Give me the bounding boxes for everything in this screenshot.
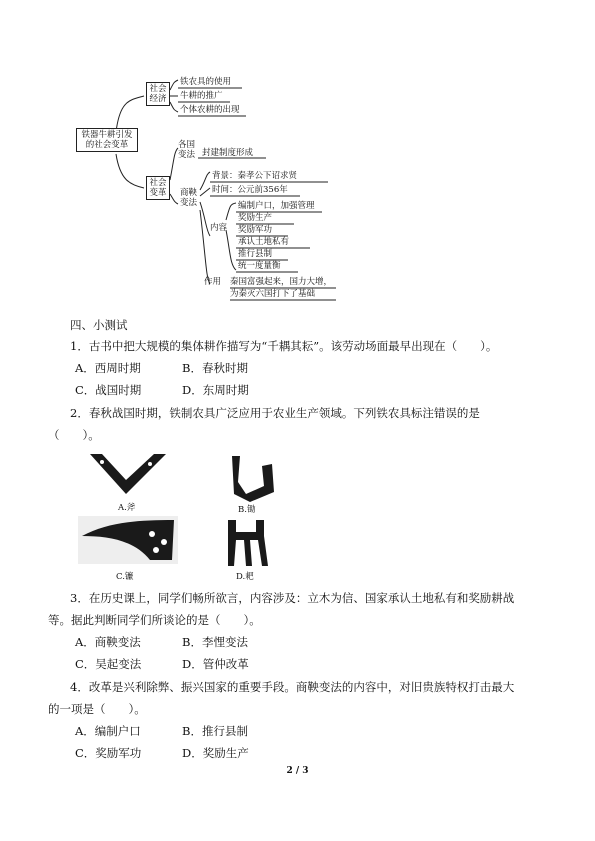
tool-axe-image bbox=[88, 450, 168, 500]
question-4-option-d: D．奖励生产 bbox=[182, 746, 249, 760]
tool-d-caption: D.耙 bbox=[236, 572, 254, 582]
econ-node: 社会经济 bbox=[146, 82, 170, 106]
question-1-option-b: B．春秋时期 bbox=[182, 361, 248, 375]
content-item: 推行县制 bbox=[238, 249, 273, 259]
states-item: 封建制度形成 bbox=[202, 148, 254, 158]
tool-sickle-image bbox=[78, 516, 178, 564]
econ-item: 牛耕的推广 bbox=[180, 91, 223, 101]
question-4-stem: 4．改革是兴利除弊、振兴国家的重要手段。商鞅变法的内容中，对旧贵族特权打击最大 bbox=[70, 680, 515, 694]
tool-rake-image bbox=[224, 518, 270, 568]
question-1-option-c: C．战国时期 bbox=[75, 383, 142, 397]
content-item: 统一度量衡 bbox=[238, 261, 281, 271]
shang-node: 商鞅变法 bbox=[180, 188, 198, 208]
econ-item: 个体农耕的出现 bbox=[180, 105, 240, 115]
shang-time: 时间：公元前356年 bbox=[212, 185, 288, 195]
question-3-stem: 3．在历史课上，同学们畅所欲言，内容涉及：立木为信、国家承认土地私有和奖励耕战 bbox=[70, 591, 515, 605]
section-title: 四、小测试 bbox=[70, 318, 128, 332]
question-2-stem-cont: （ ）。 bbox=[48, 428, 100, 442]
shang-background: 背景：秦孝公下诏求贤 bbox=[212, 171, 298, 181]
content-node: 内容 bbox=[210, 223, 228, 233]
tool-b-caption: B.锄 bbox=[238, 505, 256, 515]
question-3-stem-cont: 等。据此判断同学们所谈论的是（ ）。 bbox=[48, 613, 261, 627]
question-1-option-a: A．西周时期 bbox=[75, 361, 141, 375]
question-4-option-a: A．编制户口 bbox=[75, 724, 141, 738]
mind-map-root: 铁器牛耕引发的社会变革 bbox=[76, 128, 138, 152]
states-node: 各国变法 bbox=[178, 140, 196, 160]
tool-a-caption: A.斧 bbox=[118, 503, 136, 513]
question-4-stem-cont: 的一项是（ ）。 bbox=[48, 702, 146, 716]
tool-c-caption: C.镰 bbox=[116, 572, 134, 582]
question-3-option-a: A．商鞅变法 bbox=[75, 635, 141, 649]
effect-text-line: 为秦灭六国打下了基础 bbox=[230, 289, 316, 299]
question-1-stem: 1．古书中把大规模的集体耕作描写为“千耦其耘”。该劳动场面最早出现在（ ）。 bbox=[70, 339, 498, 353]
question-2-stem: 2．春秋战国时期，铁制农具广泛应用于农业生产领域。下列铁农具标注错误的是 bbox=[70, 406, 480, 420]
econ-item: 铁农具的使用 bbox=[180, 77, 232, 87]
tool-hoe-image bbox=[226, 452, 276, 504]
social-node: 社会变革 bbox=[146, 176, 170, 200]
question-3-option-c: C．吴起变法 bbox=[75, 657, 142, 671]
content-item: 编制户口，加强管理 bbox=[238, 201, 315, 211]
content-item: 奖励生产 bbox=[238, 213, 273, 223]
effect-text-line: 秦国富强起来，国力大增， bbox=[230, 277, 333, 287]
question-3-option-d: D．管仲改革 bbox=[182, 657, 249, 671]
content-item: 承认土地私有 bbox=[238, 237, 290, 247]
content-item: 奖励军功 bbox=[238, 225, 273, 235]
question-4-option-c: C．奖励军功 bbox=[75, 746, 142, 760]
effect-node: 作用 bbox=[204, 277, 222, 287]
mind-map bbox=[70, 70, 360, 310]
question-1-option-d: D．东周时期 bbox=[182, 383, 249, 397]
question-4-option-b: B．推行县制 bbox=[182, 724, 248, 738]
page-number: 2 / 3 bbox=[286, 766, 309, 776]
question-3-option-b: B．李悝变法 bbox=[182, 635, 248, 649]
